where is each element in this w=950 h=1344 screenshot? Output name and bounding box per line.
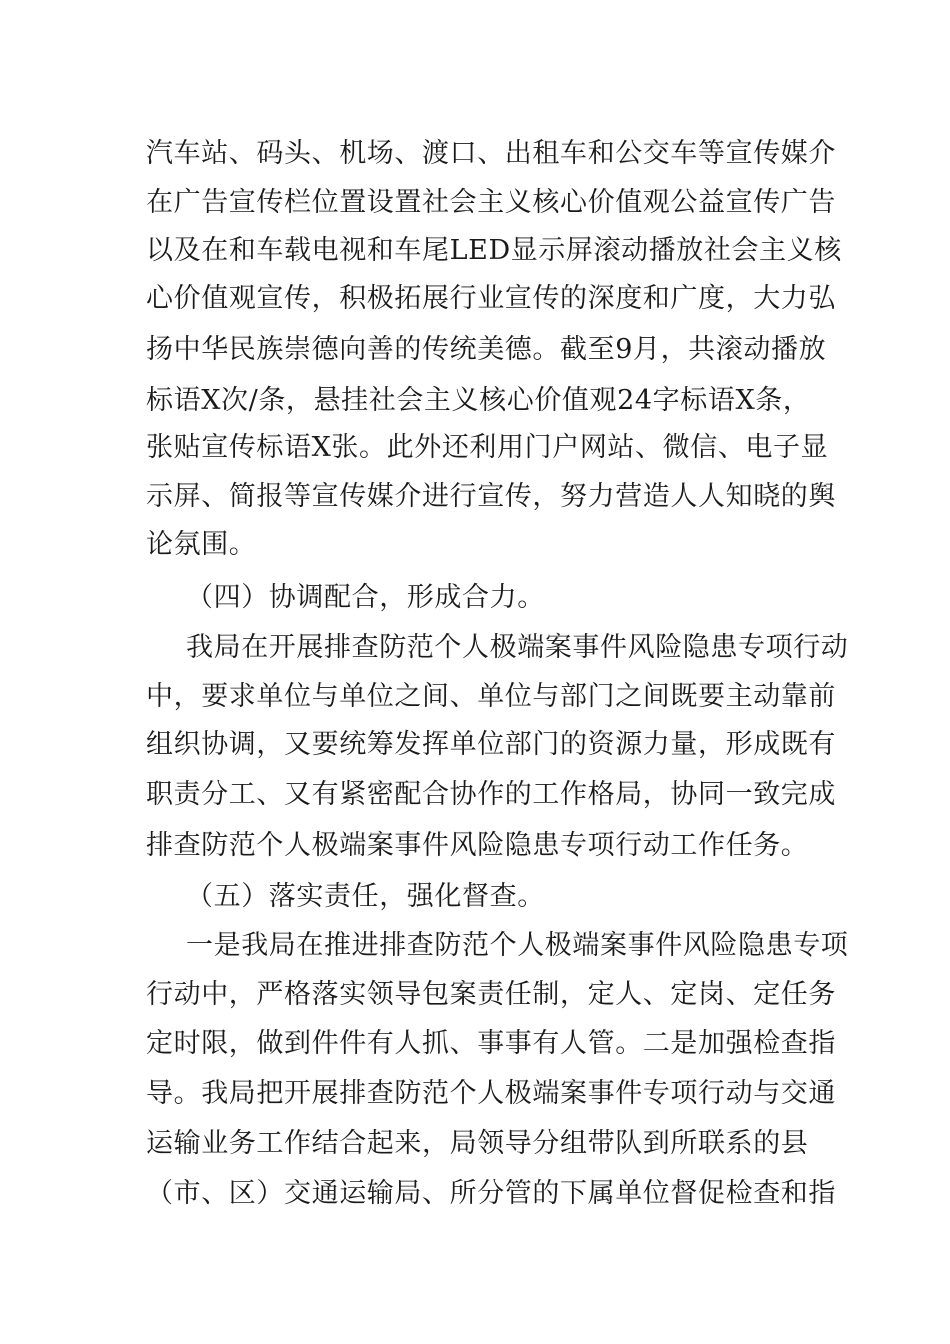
- text-line: 扬中华民族崇德向善的传统美德。截至9月，共滚动播放: [146, 334, 827, 365]
- text-line: 一是我局在推进排查防范个人极端案事件风险隐患专项: [186, 930, 849, 961]
- text-line: 行动中，严格落实领导包案责任制，定人、定岗、定任务: [146, 979, 836, 1010]
- section-heading: （五）落实责任，强化督查。: [186, 881, 545, 912]
- text-line: 职责分工、又有紧密配合协作的工作格局，协同一致完成: [146, 779, 836, 810]
- text-line: 运输业务工作结合起来，局领导分组带队到所联系的县: [146, 1128, 809, 1159]
- text-line: 汽车站、码头、机场、渡口、出租车和公交车等宣传媒介: [146, 138, 836, 169]
- text-line: 中，要求单位与单位之间、单位与部门之间既要主动靠前: [146, 681, 836, 712]
- text-line: 以及在和车载电视和车尾LED显示屏滚动播放社会主义核: [146, 235, 842, 266]
- text-line: 定时限，做到件件有人抓、事事有人管。二是加强检查指: [146, 1028, 836, 1059]
- text-line: 心价值观宣传，积极拓展行业宣传的深度和广度，大力弘: [146, 283, 836, 314]
- text-line: 组织协调，又要统筹发挥单位部门的资源力量，形成既有: [146, 729, 836, 760]
- section-heading: （四）协调配合，形成合力。: [186, 582, 545, 613]
- text-line: 张贴宣传标语X张。此外还利用门户网站、微信、电子显: [146, 432, 829, 463]
- text-line: 在广告宣传栏位置设置社会主义核心价值观公益宣传广告: [146, 187, 836, 218]
- text-line: 示屏、简报等宣传媒介进行宣传，努力营造人人知晓的舆: [146, 481, 836, 512]
- text-line: （市、区）交通运输局、所分管的下属单位督促检查和指: [146, 1178, 836, 1209]
- text-line: 论氛围。: [146, 529, 257, 560]
- text-line: 标语X次/条，悬挂社会主义核心价值观24字标语X条，: [146, 385, 811, 416]
- text-line: 我局在开展排查防范个人极端案事件风险隐患专项行动: [186, 632, 849, 663]
- text-line: 排查防范个人极端案事件风险隐患专项行动工作任务。: [146, 830, 809, 861]
- text-line: 导。我局把开展排查防范个人极端案事件专项行动与交通: [146, 1078, 836, 1109]
